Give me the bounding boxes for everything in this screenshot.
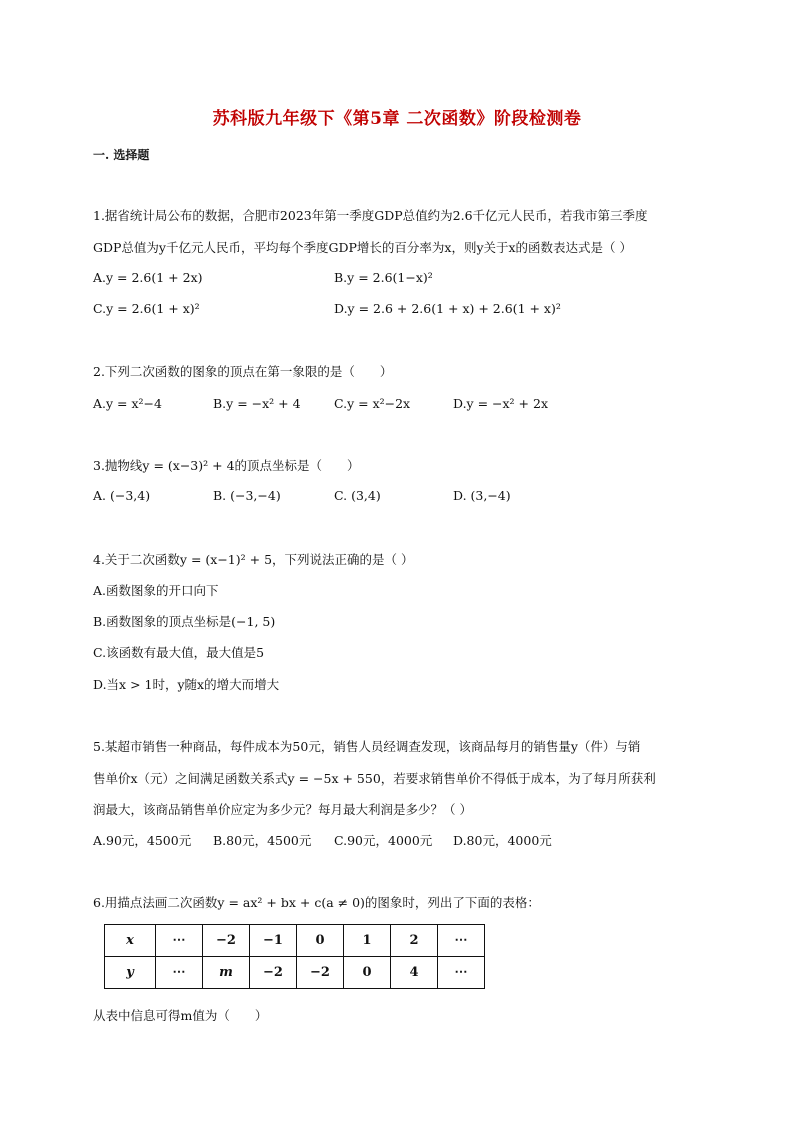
- q6-stem: 6.用描点法画二次函数y = ax² + bx + c(a ≠ 0)的图象时，列出了下面的表格：: [93, 895, 540, 910]
- q1-option-a: A.y = 2.6(1 + 2x): [93, 270, 203, 285]
- table-cell: ⋯: [438, 957, 485, 989]
- q4-option-a: A.函数图象的开口向下: [93, 583, 219, 598]
- q1-option-b: B.y = 2.6(1−x)²: [334, 270, 433, 285]
- q5-stem-line2: 售单价x（元）之间满足函数关系式y = −5x + 550，若要求销售单价不得低于成本，为了每月所获利: [93, 771, 656, 786]
- table-cell: ⋯: [438, 925, 485, 957]
- q5-option-c: C.90元，4000元: [334, 833, 433, 848]
- q3-stem: 3.抛物线y = (x−3)² + 4的顶点坐标是（ ）: [93, 458, 360, 473]
- q5-option-d: D.80元，4000元: [453, 833, 552, 848]
- q2-option-c: C.y = x²−2x: [334, 396, 411, 411]
- table-cell: −2: [250, 957, 297, 989]
- q1-option-d: D.y = 2.6 + 2.6(1 + x) + 2.6(1 + x)²: [334, 301, 561, 316]
- q5-option-a: A.90元，4500元: [93, 833, 192, 848]
- q5-stem-line1: 5.某超市销售一种商品，每件成本为50元，销售人员经调查发现，该商品每月的销售量y（件）与销: [93, 739, 641, 754]
- table-cell: 0: [297, 925, 344, 957]
- q2-option-d: D.y = −x² + 2x: [453, 396, 548, 411]
- q5-option-b: B.80元，4500元: [213, 833, 312, 848]
- table-cell: −2: [203, 925, 250, 957]
- table-cell: ⋯: [156, 925, 203, 957]
- table-row-y: [105, 957, 485, 989]
- q4-option-d: D.当x > 1时，y随x的增大而增大: [93, 677, 280, 692]
- q6-followup: 从表中信息可得m值为（ ）: [93, 1008, 268, 1023]
- q2-stem: 2.下列二次函数的图象的顶点在第一象限的是（ ）: [93, 364, 393, 379]
- q3-option-b: B. (−3,−4): [213, 488, 281, 503]
- table-cell: y: [105, 957, 156, 989]
- q4-option-b: B.函数图象的顶点坐标是(−1, 5): [93, 614, 276, 629]
- q4-option-c: C.该函数有最大值，最大值是5: [93, 645, 265, 660]
- section-heading: 一. 选择题: [93, 148, 150, 162]
- table-cell: 4: [391, 957, 438, 989]
- table-cell: ⋯: [156, 957, 203, 989]
- q3-option-c: C. (3,4): [334, 488, 381, 503]
- q1-option-c: C.y = 2.6(1 + x)²: [93, 301, 200, 316]
- table-row-x: [105, 925, 485, 957]
- table-cell: 1: [344, 925, 391, 957]
- q1-stem-line1: 1.据省统计局公布的数据，合肥市2023年第一季度GDP总值约为2.6千亿元人民币，若我市第三季度: [93, 208, 648, 223]
- table-cell: 0: [344, 957, 391, 989]
- q2-option-a: A.y = x²−4: [93, 396, 162, 411]
- q4-stem: 4.关于二次函数y = (x−1)² + 5，下列说法正确的是（ ）: [93, 552, 414, 567]
- q3-option-a: A. (−3,4): [93, 488, 151, 503]
- table-cell: m: [203, 957, 250, 989]
- xy-value-table: [104, 924, 485, 989]
- page-title: 苏科版九年级下《第5章 二次函数》阶段检测卷: [212, 109, 582, 129]
- table-cell: −2: [297, 957, 344, 989]
- q5-stem-line3: 润最大，该商品销售单价应定为多少元？每月最大利润是多少？（ ）: [93, 802, 472, 817]
- q2-option-b: B.y = −x² + 4: [213, 396, 301, 411]
- q1-stem-line2: GDP总值为y千亿元人民币，平均每个季度GDP增长的百分率为x，则y关于x的函数表达式是（ ）: [93, 240, 633, 255]
- table-cell: 2: [391, 925, 438, 957]
- q3-option-d: D. (3,−4): [453, 488, 511, 503]
- table-cell: x: [105, 925, 156, 957]
- table-cell: −1: [250, 925, 297, 957]
